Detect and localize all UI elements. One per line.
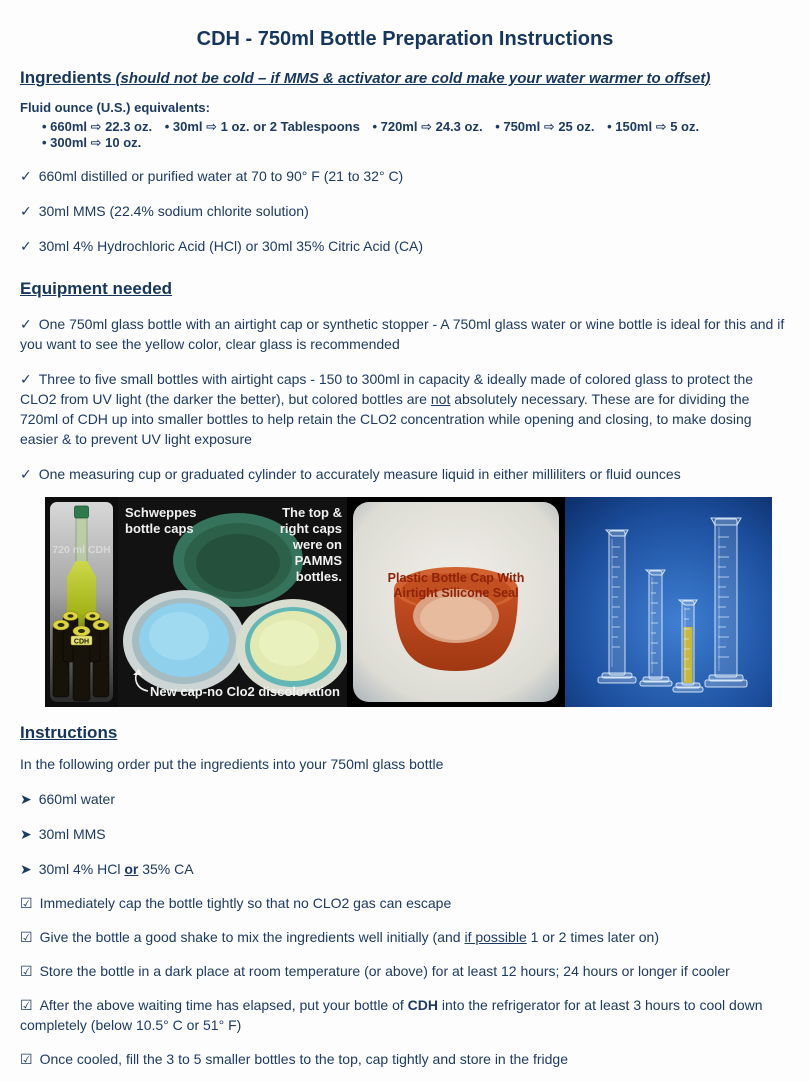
photo-bottle-caps <box>118 497 347 707</box>
instruction-checkbox-step <box>20 893 790 913</box>
checkbox-step-emph: CDH <box>407 997 439 1013</box>
equipment-item <box>20 369 790 449</box>
page-title: CDH - 750ml Bottle Preparation Instructions <box>196 28 614 50</box>
equipment-item <box>20 314 790 354</box>
equipment-item <box>20 464 790 484</box>
checked-checkbox-icon: ☑ <box>20 1051 33 1067</box>
checkbox-step-emph: if possible <box>464 929 527 945</box>
ingredient-item-text: 660ml distilled or purified water at 70 to 90° F (21 to 32° C) <box>38 168 404 184</box>
equipment-item-emph: not <box>430 391 451 407</box>
orange-cap-caption-line: Airtight Silicone Seal <box>393 586 519 600</box>
arrow-bullet-icon: ➤ <box>20 826 32 842</box>
check-icon: ✓ <box>20 203 32 219</box>
orange-cap-caption-line: Plastic Bottle Cap With <box>387 571 525 585</box>
instruction-step <box>20 859 790 879</box>
equivalent-item: • 150ml ⇨ 5 oz. <box>607 119 700 134</box>
checkbox-step-text: 1 or 2 times later on) <box>526 929 660 945</box>
ingredient-item <box>20 166 790 186</box>
checkbox-step-text: Immediately cap the bottle tightly so that no CLO2 gas can escape <box>39 895 452 911</box>
arrow-bullet-icon: ➤ <box>20 861 32 877</box>
equipment-item-text: One measuring cup or graduated cylinder to accurately measure liquid in either milliliters or fluid ounces <box>38 466 681 482</box>
checked-checkbox-icon: ☑ <box>20 929 33 945</box>
cdh-bottle-label: 720 ml CDH <box>52 544 111 556</box>
caps-caption-left-line: bottle caps <box>125 521 194 536</box>
instruction-step <box>20 789 790 809</box>
checked-checkbox-icon: ☑ <box>20 997 33 1013</box>
equivalent-item: • 750ml ⇨ 25 oz. <box>495 119 595 134</box>
check-icon: ✓ <box>20 466 32 482</box>
cdh-cap-label: CDH <box>73 638 90 646</box>
instructions-intro: In the following order put the ingredients into your 750ml glass bottle <box>20 756 444 772</box>
ingredient-item-text: 30ml 4% Hydrochloric Acid (HCl) or 30ml 35% Citric Acid (CA) <box>38 238 424 254</box>
equivalent-item: • 660ml ⇨ 22.3 oz. <box>42 119 153 134</box>
ingredient-item <box>20 236 790 256</box>
fluid-ounce-equivalents <box>42 119 790 151</box>
photo-cdh-bottle <box>45 497 118 707</box>
caps-caption-right-line: were on <box>292 537 342 552</box>
caps-caption-right-line: bottles. <box>295 569 342 584</box>
checkbox-step-text: Give the bottle a good shake to mix the ingredients well initially (and <box>39 929 465 945</box>
checkbox-step-text: Once cooled, fill the 3 to 5 smaller bottles to the top, cap tightly and store in the fridge <box>39 1051 568 1067</box>
equipment-heading: Equipment needed <box>20 279 173 298</box>
instruction-checkbox-step <box>20 1049 790 1069</box>
instruction-step <box>20 824 790 844</box>
fluid-ounce-heading: Fluid ounce (U.S.) equivalents: <box>20 100 210 115</box>
check-icon: ✓ <box>20 316 32 332</box>
photo-orange-cap <box>347 497 565 707</box>
arrow-bullet-icon: ➤ <box>20 791 32 807</box>
check-icon: ✓ <box>20 168 32 184</box>
equipment-photos-strip <box>45 497 772 707</box>
equivalent-item: • 720ml ⇨ 24.3 oz. <box>372 119 483 134</box>
instructions-heading: Instructions <box>20 723 118 742</box>
ingredients-heading-note: (should not be cold – if MMS & activator are cold make your water warmer to offset) <box>115 70 711 87</box>
check-icon: ✓ <box>20 238 32 254</box>
checkbox-step-text: After the above waiting time has elapsed, put your bottle of <box>39 997 408 1013</box>
instruction-step-text: 660ml water <box>38 791 115 807</box>
checkbox-step-text: into the refrigerator for at least 3 hours to cool down completely (below 10.5° C or 51° F) <box>20 997 763 1033</box>
equivalent-item: • 30ml ⇨ 1 oz. or 2 Tablespoons <box>164 119 360 134</box>
caps-caption-bottom: New cap-no Clo2 discoloration <box>150 684 340 699</box>
photo-graduated-cylinders <box>565 497 772 707</box>
ingredients-heading: Ingredients <box>20 68 112 87</box>
caps-caption-right-line: right caps <box>279 521 342 536</box>
instruction-checkbox-step <box>20 927 790 947</box>
equivalent-item: • 300ml ⇨ 10 oz. <box>42 135 142 150</box>
blue-cap-illustration <box>123 590 245 692</box>
yellow-green-cap-illustration <box>236 599 347 695</box>
instruction-checkbox-step <box>20 995 790 1035</box>
ingredients-heading-row <box>20 67 790 89</box>
caps-caption-right-line: PAMMS <box>294 553 342 568</box>
instruction-step-emph: or <box>124 861 139 877</box>
checkbox-step-text: Store the bottle in a dark place at room temperature (or above) for at least 12 hours; 24 hours or longer if cooler <box>39 963 730 979</box>
check-icon: ✓ <box>20 371 32 387</box>
checked-checkbox-icon: ☑ <box>20 895 33 911</box>
equipment-item-text: absolutely necessary. These are for dividing the 720ml of CDH up into smaller bottles to help retain the CLO2 concentration while opening and closing, to make dosing easier & to prevent UV light exposure <box>20 391 752 447</box>
instruction-checkbox-step <box>20 961 790 981</box>
ingredient-item-text: 30ml MMS (22.4% sodium chlorite solution) <box>38 203 309 219</box>
instruction-step-text: 30ml 4% HCl <box>38 861 125 877</box>
equipment-item-text: Three to five small bottles with airtight caps - 150 to 300ml in capacity & ideally made of colored glass to protect the CLO2 from UV light (the darker the better), but colored bottles are <box>20 371 754 407</box>
caps-caption-left-line: Schweppes <box>125 505 197 520</box>
checked-checkbox-icon: ☑ <box>20 963 33 979</box>
ingredient-item <box>20 201 790 221</box>
caps-caption-right-line: The top & <box>282 505 342 520</box>
instruction-step-text: 30ml MMS <box>38 826 106 842</box>
equipment-item-text: One 750ml glass bottle with an airtight cap or synthetic stopper - A 750ml glass water or wine bottle is ideal for this and if you want to see the yellow color, clear glass is recommended <box>20 316 785 352</box>
instruction-step-text: 35% CA <box>138 861 194 877</box>
